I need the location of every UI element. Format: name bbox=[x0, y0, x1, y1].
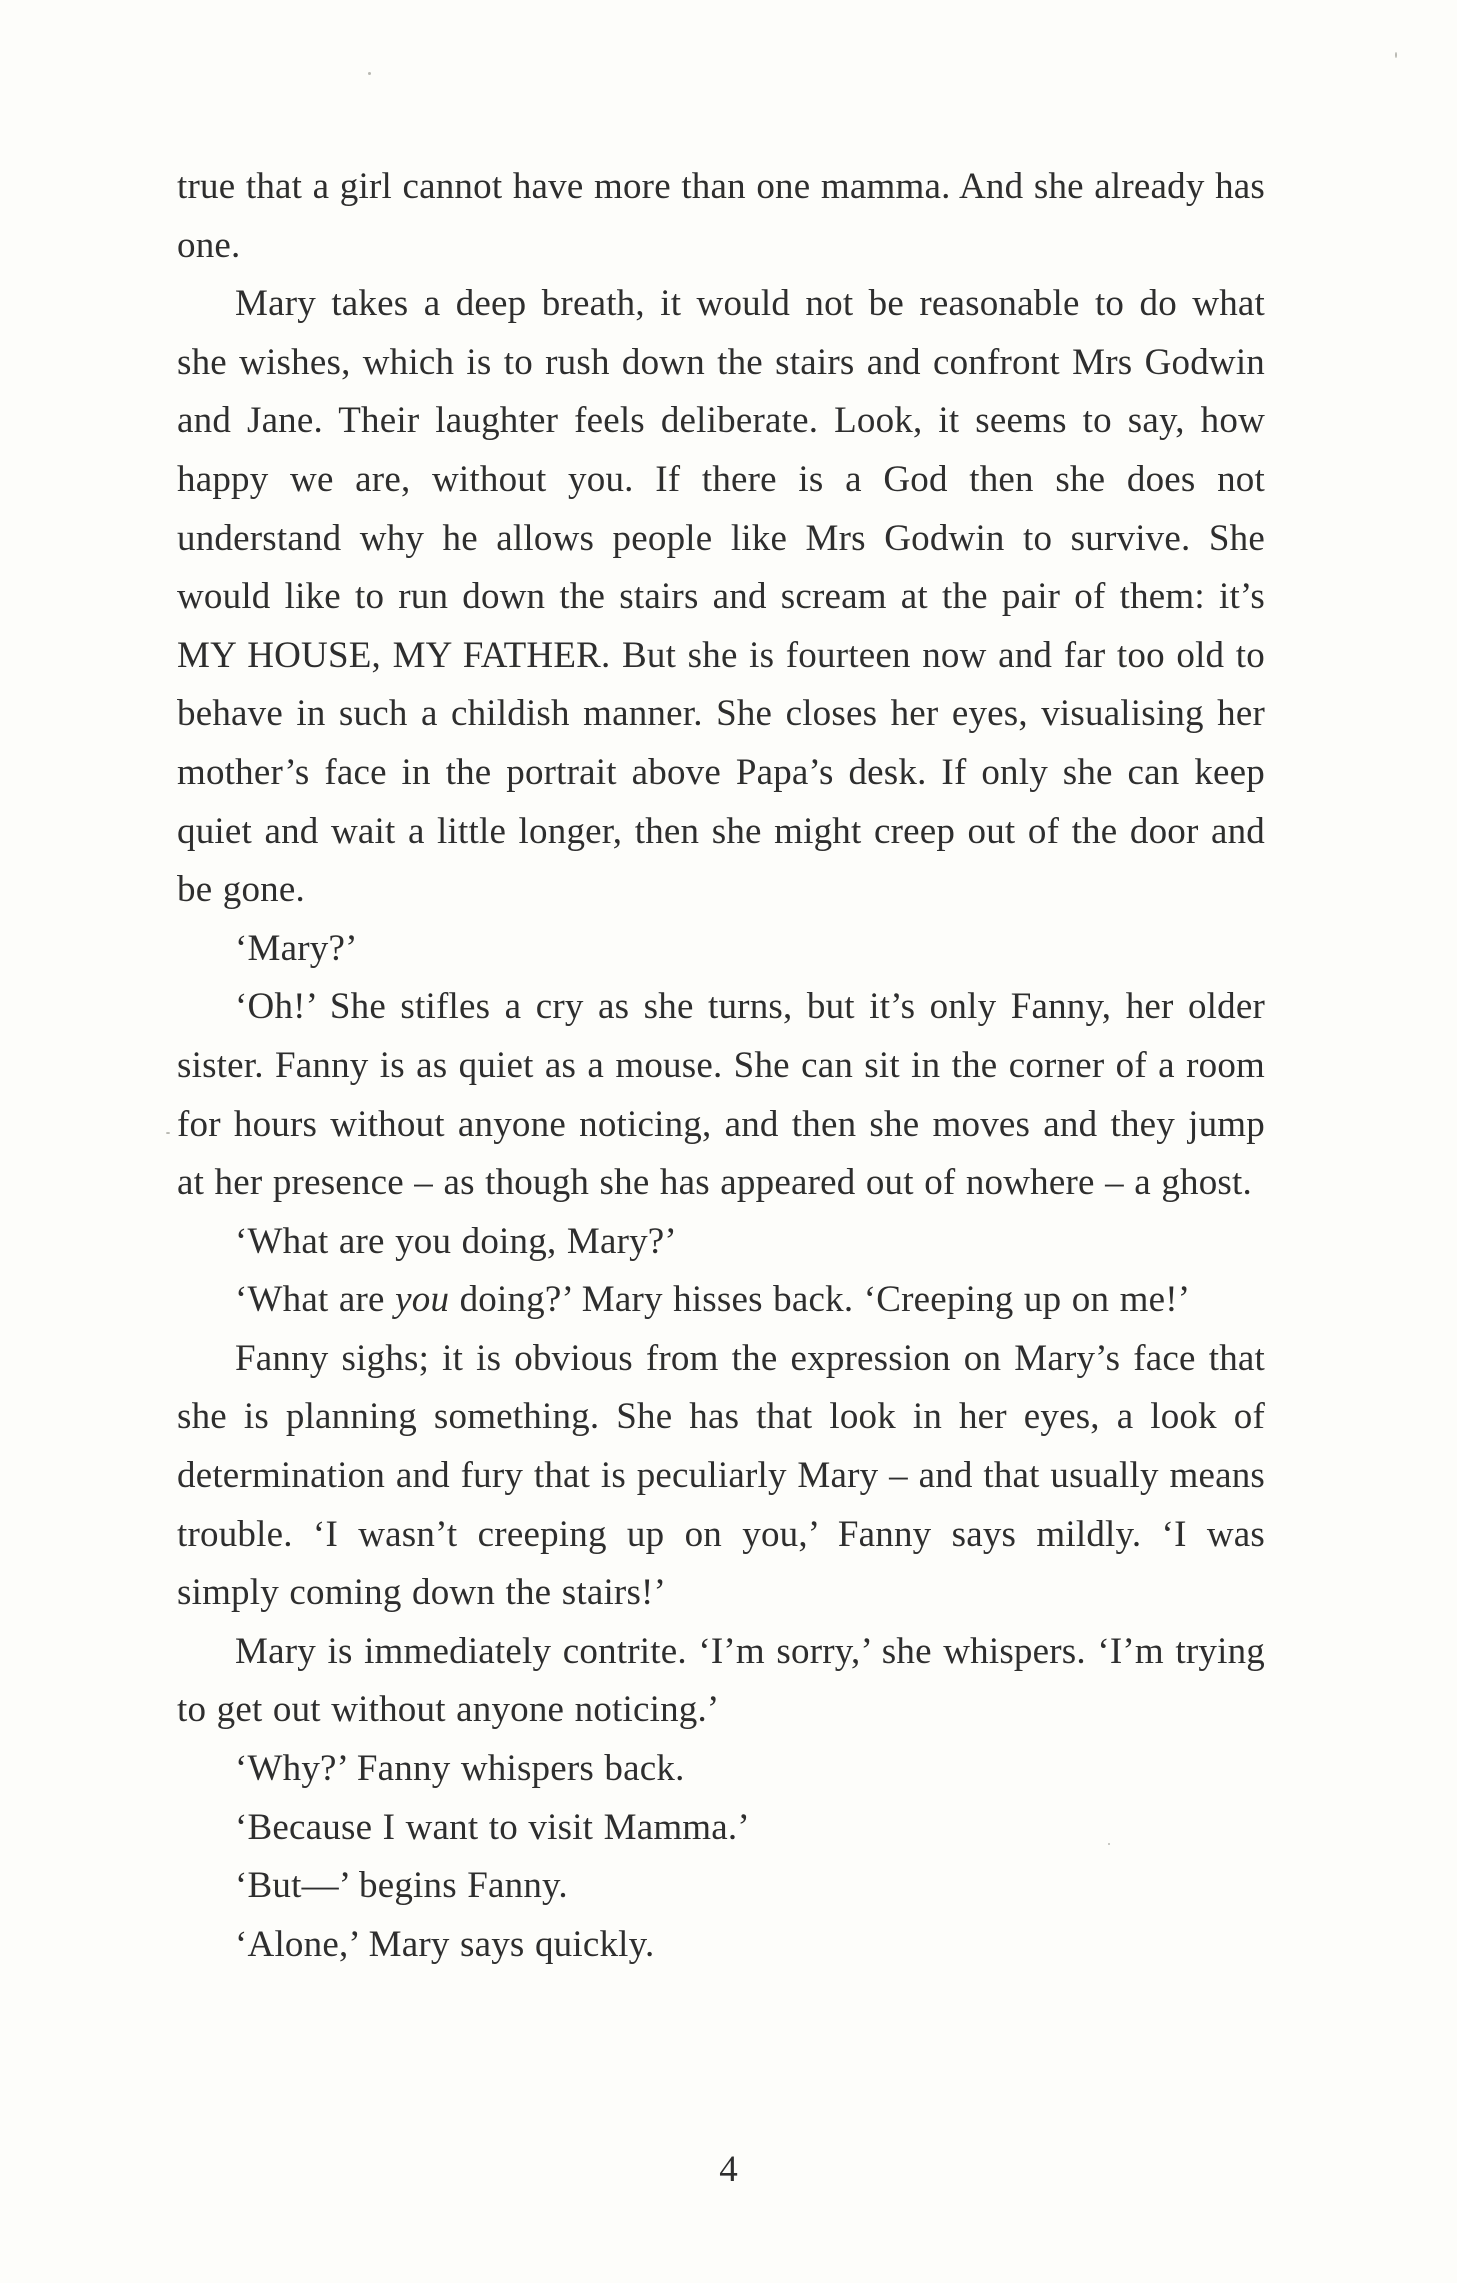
page-body bbox=[177, 158, 1265, 1974]
dialogue-mary-hisses bbox=[177, 1271, 1265, 1330]
page-number: 4 bbox=[719, 2149, 738, 2190]
paper-speck bbox=[1395, 52, 1397, 58]
dialogue-what-are-you-doing: ‘What are you doing, Mary?’ bbox=[235, 1220, 677, 1262]
paragraph-mary-contrite: Mary is immediately contrite. ‘I’m sorry,’ she whispers. ‘I’m trying to get out without anyone noticing.’ bbox=[177, 1630, 1265, 1731]
paper-speck bbox=[1108, 1843, 1110, 1845]
dialogue-mary-question: ‘Mary?’ bbox=[235, 927, 358, 969]
dialogue-but: ‘But—’ begins Fanny. bbox=[235, 1865, 568, 1907]
dialogue-visit-mamma: ‘Because I want to visit Mamma.’ bbox=[235, 1806, 750, 1848]
paragraph-deep-breath: Mary takes a deep breath, it would not be reasonable to do what she wishes, which is to rush down the stairs and confront Mrs Godwin and Jane. Their laughter feels deliberate. Look, it seems to say, how happy we are, without you. If there is a God then she does not understand why he allows people like Mrs Godwin to survive. She would like to run down the stairs and scream at the pair of them: it’s MY HOUSE, MY FATHER. But she is fourteen now and far too old to behave in such a childish manner. She closes her eyes, visualising her mother’s face in the portrait above Papa’s desk. If only she can keep quiet and wait a little longer, then she might creep out of the door and be gone. bbox=[177, 283, 1265, 911]
dialogue-mary-hisses-end: doing?’ Mary hisses back. ‘Creeping up on me!’ bbox=[449, 1279, 1191, 1321]
dialogue-why: ‘Why?’ Fanny whispers back. bbox=[235, 1748, 685, 1790]
dialogue-mary-hisses-start: ‘What are bbox=[235, 1279, 396, 1321]
paragraph-fanny-sighs: Fanny sighs; it is obvious from the expression on Mary’s face that she is planning something. She has that look in her eyes, a look of determination and fury that is peculiarly Mary – and that usually means trouble. ‘I wasn’t creeping up on you,’ Fanny says mildly. ‘I was simply coming down the stairs!’ bbox=[177, 1337, 1265, 1614]
paper-speck bbox=[368, 72, 371, 75]
emphasis-you: you bbox=[395, 1279, 450, 1321]
paragraph-fanny-introduced: ‘Oh!’ She stifles a cry as she turns, but it’s only Fanny, her older sister. Fanny is as quiet as a mouse. She can sit in the corner of a room for hours without anyone noticing, and then she moves and they jump at her presence – as though she has appeared out of nowhere – a ghost. bbox=[177, 986, 1265, 1204]
dialogue-alone: ‘Alone,’ Mary says quickly. bbox=[235, 1923, 655, 1965]
paragraph-continuation: true that a girl cannot have more than one mamma. And she already has one. bbox=[177, 166, 1265, 266]
paper-speck bbox=[166, 1132, 170, 1134]
